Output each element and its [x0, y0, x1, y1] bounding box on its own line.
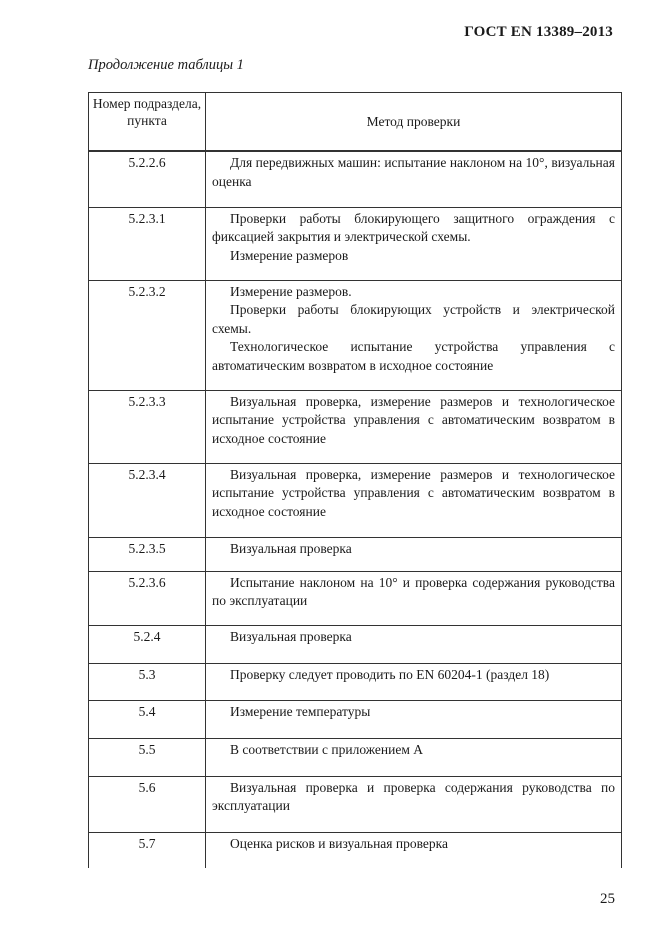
verification-method [206, 463, 622, 537]
method-paragraph: Визуальная проверка, измерение размеров и технологическое испытание устройства управления с автоматическим возвратом в исходное состояние [212, 393, 615, 446]
verification-method [206, 832, 622, 868]
clause-number: 5.2.3.1 [89, 207, 206, 280]
table-row [89, 390, 622, 463]
method-paragraph: Испытание наклоном на 10° и проверка содержания руководства по эксплуатации [212, 574, 615, 608]
method-paragraph: Измерение размеров. [230, 283, 352, 299]
table-header-row [89, 93, 622, 152]
header-number: Номер подраздела, пункта [89, 93, 206, 152]
clause-number: 5.2.2.6 [89, 151, 206, 207]
method-paragraph: Измерение размеров [230, 247, 349, 263]
table-continuation-caption: Продолжение таблицы 1 [88, 57, 244, 73]
verification-method [206, 625, 622, 663]
clause-number: 5.2.3.2 [89, 280, 206, 390]
method-paragraph: Проверки работы блокирующих устройств и электрической схемы. [212, 302, 615, 336]
verification-method [206, 738, 622, 776]
table-row [89, 738, 622, 776]
method-paragraph: Визуальная проверка [230, 628, 352, 644]
method-paragraph: Визуальная проверка, измерение размеров и технологическое испытание устройства управления с автоматическим возвратом в исходное состояние [212, 466, 615, 519]
clause-number: 5.5 [89, 738, 206, 776]
verification-method [206, 776, 622, 832]
verification-method [206, 207, 622, 280]
table-row [89, 776, 622, 832]
standard-designation: ГОСТ EN 13389–2013 [464, 24, 613, 40]
verification-method [206, 280, 622, 390]
table-row [89, 463, 622, 537]
method-paragraph: Визуальная проверка и проверка содержания руководства по эксплуатации [212, 779, 615, 813]
verification-method [206, 537, 622, 571]
method-paragraph: Измерение температуры [230, 703, 371, 719]
method-paragraph: Проверку следует проводить по EN 60204-1 (раздел 18) [230, 666, 550, 682]
table-row [89, 571, 622, 625]
table-row [89, 151, 622, 207]
clause-number: 5.6 [89, 776, 206, 832]
clause-number: 5.2.3.5 [89, 537, 206, 571]
clause-number: 5.3 [89, 663, 206, 700]
clause-number: 5.2.3.4 [89, 463, 206, 537]
method-paragraph: Визуальная проверка [230, 540, 352, 556]
verification-method [206, 151, 622, 207]
clause-number: 5.4 [89, 700, 206, 738]
clause-number: 5.2.4 [89, 625, 206, 663]
table-row [89, 700, 622, 738]
method-paragraph: Проверки работы блокирующего защитного ограждения с фиксацией закрытия и электрической схемы. [212, 210, 615, 244]
method-paragraph: Оценка рисков и визуальная проверка [230, 835, 448, 851]
table-row [89, 537, 622, 571]
clause-number: 5.7 [89, 832, 206, 868]
clause-number: 5.2.3.6 [89, 571, 206, 625]
verification-method [206, 663, 622, 700]
table-row [89, 832, 622, 868]
verification-method [206, 700, 622, 738]
table-row [89, 663, 622, 700]
clause-number: 5.2.3.3 [89, 390, 206, 463]
method-paragraph: Для передвижных машин: испытание наклоном на 10°, визуальная оценка [212, 155, 615, 189]
table-row [89, 207, 622, 280]
table-row [89, 625, 622, 663]
verification-method [206, 390, 622, 463]
method-paragraph: В соответствии с приложением А [230, 741, 424, 757]
table-row [89, 280, 622, 390]
verification-method [206, 571, 622, 625]
method-paragraph: Технологическое испытание устройства управления с автоматическим возвратом в исходное состояние [212, 339, 615, 373]
page-number: 25 [600, 891, 615, 907]
verification-methods-table [88, 92, 622, 868]
header-method: Метод проверки [206, 93, 622, 152]
